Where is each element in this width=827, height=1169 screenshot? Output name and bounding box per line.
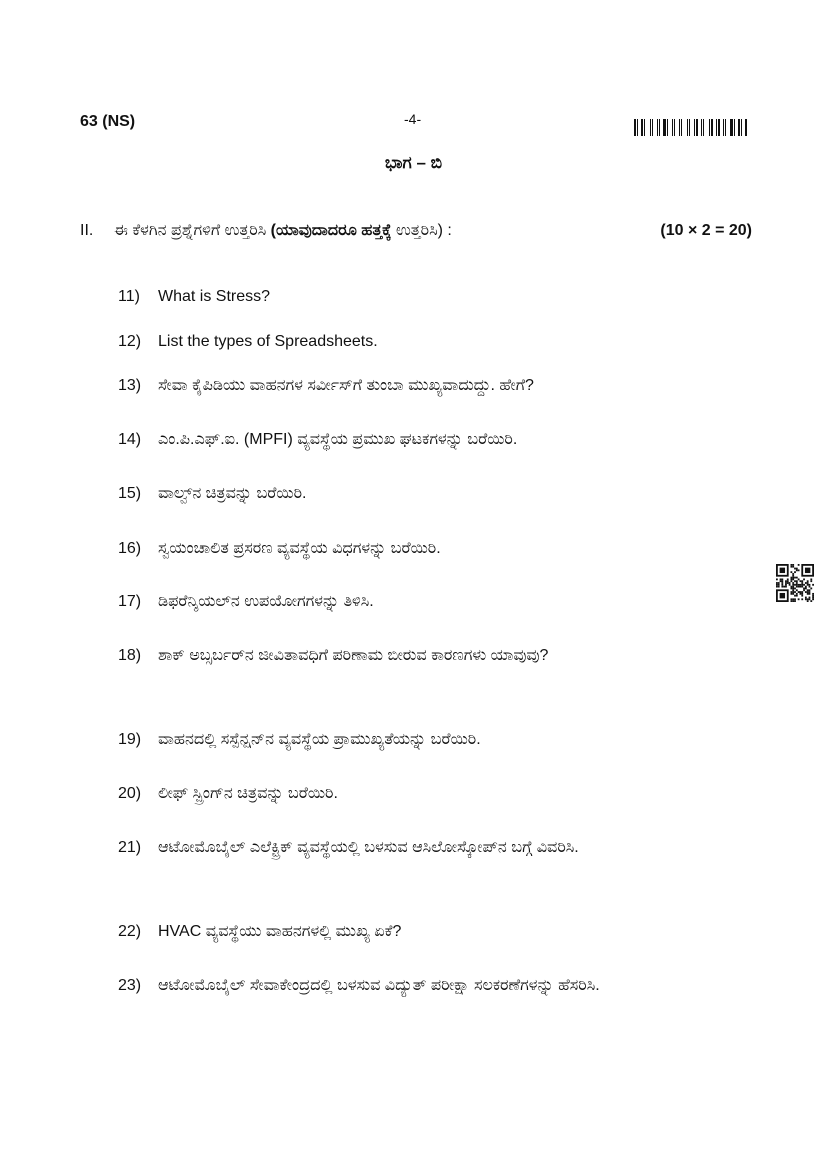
question-text: What is Stress? — [158, 288, 271, 305]
question-item — [118, 779, 752, 808]
question-item — [118, 641, 752, 670]
question-text: List the types of Spreadsheets. — [158, 333, 378, 350]
question-item — [118, 479, 752, 508]
paper-code: 63 (NS) — [80, 113, 136, 130]
question-number: 14) — [118, 431, 142, 448]
question-item — [118, 971, 752, 1000]
question-item — [118, 282, 752, 311]
question-text: ಲೀಫ್ ಸ್ಪ್ರಿಂಗ್‌ನ ಚಿತ್ರವನ್ನು ಬರೆಯಿರಿ. — [158, 785, 338, 802]
question-text: ಆಟೋಮೊಬೈಲ್ ಸೇವಾಕೇಂದ್ರದಲ್ಲಿ ಬಳಸುವ ವಿದ್ಯುತ್ ಪರೀಕ್ಷಾ ಸಲಕರಣೆಗಳನ್ನು ಹೆಸರಿಸಿ. — [158, 977, 600, 994]
question-text: ಆಟೋಮೊಬೈಲ್ ಎಲೆಕ್ಟ್ರಿಕ್ ವ್ಯವಸ್ಥೆಯಲ್ಲಿ ಬಳಸುವ ಆಸಿಲೋಸ್ಕೋಪ್‌ನ ಬಗ್ಗೆ ವಿವರಿಸಿ. — [158, 839, 579, 856]
question-number: 16) — [118, 540, 142, 557]
instruction-line — [80, 222, 752, 246]
question-text: ಡಿಫರೆನ್ಶಿಯಲ್‌ನ ಉಪಯೋಗಗಳನ್ನು ತಿಳಿಸಿ. — [158, 593, 374, 610]
question-number: 18) — [118, 647, 142, 664]
question-number: 21) — [118, 839, 142, 856]
question-item — [118, 534, 752, 563]
question-item — [118, 371, 752, 400]
question-text: ವಾಲ್ವ್‌ನ ಚಿತ್ರವನ್ನು ಬರೆಯಿರಿ. — [158, 485, 307, 502]
question-text: ವಾಹನದಲ್ಲಿ ಸಸ್ಪೆನ್ಷನ್‌ನ ವ್ಯವಸ್ಥೆಯ ಪ್ರಾಮುಖ್ಯತೆಯನ್ನು ಬರೆಯಿರಿ. — [158, 731, 481, 748]
question-item — [118, 327, 752, 356]
question-text: HVAC ವ್ಯವಸ್ಥೆಯು ವಾಹನಗಳಲ್ಲಿ ಮುಖ್ಯ ಏಕೆ? — [158, 923, 402, 940]
question-number: 22) — [118, 923, 142, 940]
question-text: ಸೇವಾ ಕೈಪಿಡಿಯು ವಾಹನಗಳ ಸರ್ವೀಸ್‌ಗೆ ತುಂಬಾ ಮುಖ್ಯವಾದುದ್ದು. ಹೇಗೆ? — [158, 377, 534, 394]
instruction-text-after: ಉತ್ತರಿಸಿ) : — [391, 222, 452, 239]
question-number: 20) — [118, 785, 142, 802]
section-roman-numeral: II. — [80, 222, 94, 239]
instruction-text — [114, 222, 452, 240]
section-title: ಭಾಗ – ಬಿ — [384, 153, 443, 172]
question-text: ಎಂ.ಪಿ.ಎಫ್.ಐ. (MPFI) ವ್ಯವಸ್ಥೆಯ ಪ್ರಮುಖ ಘಟಕಗಳನ್ನು ಬರೆಯಿರಿ. — [158, 431, 518, 448]
question-number: 13) — [118, 377, 142, 394]
question-number: 11) — [118, 288, 140, 305]
qr-code — [776, 564, 814, 602]
question-item — [118, 587, 752, 616]
question-number: 17) — [118, 593, 142, 610]
barcode — [634, 119, 752, 136]
question-item — [118, 725, 752, 754]
question-item — [118, 917, 752, 946]
question-text: ಶಾಕ್ ಅಬ್ಸರ್ಬರ್‌ನ ಜೀವಿತಾವಧಿಗೆ ಪರಿಣಾಮ ಬೀರುವ ಕಾರಣಗಳು ಯಾವುವು? — [158, 647, 549, 664]
marks-scheme: (10 × 2 = 20) — [660, 222, 752, 239]
question-number: 15) — [118, 485, 142, 502]
question-number: 12) — [118, 333, 142, 350]
question-number: 19) — [118, 731, 142, 748]
question-text: ಸ್ವಯಂಚಾಲಿತ ಪ್ರಸರಣ ವ್ಯವಸ್ಥೆಯ ವಿಧಗಳನ್ನು ಬರೆಯಿರಿ. — [158, 540, 441, 557]
question-number: 23) — [118, 977, 142, 994]
question-item — [118, 833, 752, 862]
instruction-text-bold: (ಯಾವುದಾದರೂ ಹತ್ತಕ್ಕೆ — [270, 222, 392, 239]
question-item — [118, 425, 752, 454]
instruction-text-before: ಈ ಕೆಳಗಿನ ಪ್ರಶ್ನೆಗಳಿಗೆ ಉತ್ತರಿಸಿ — [114, 222, 271, 239]
page-number: -4- — [404, 111, 422, 127]
